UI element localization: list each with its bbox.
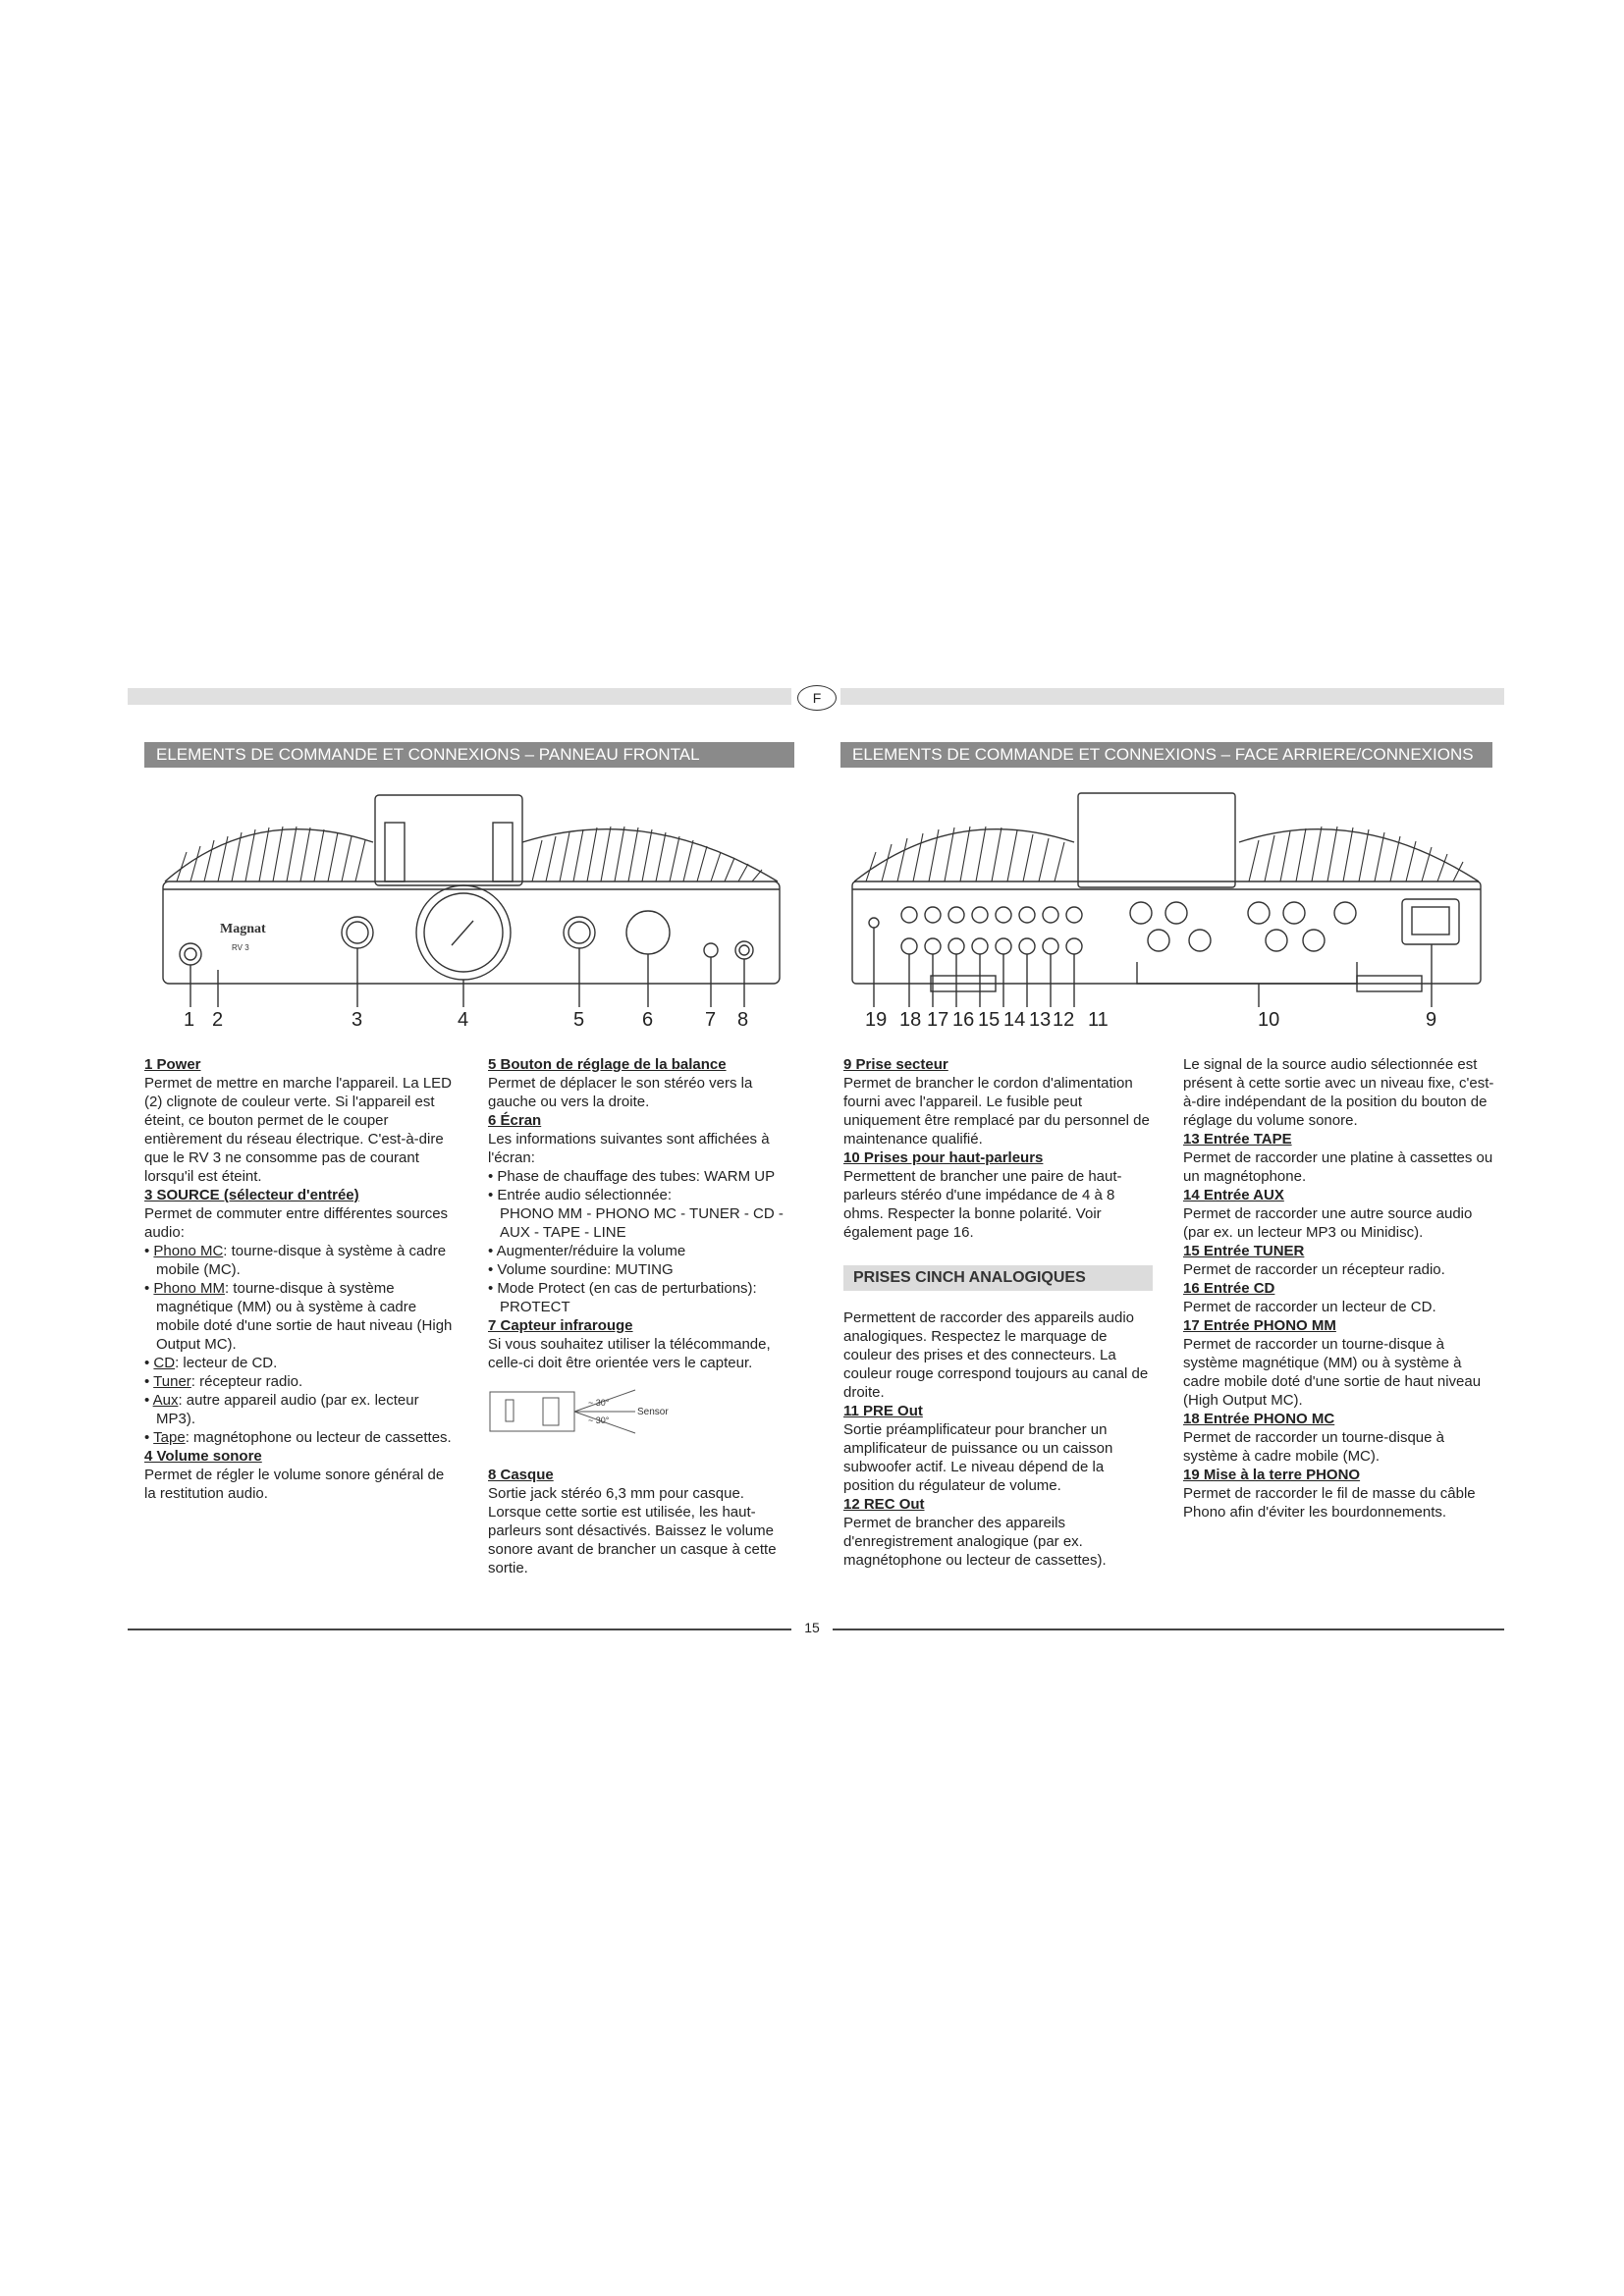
heading-tape: 13 Entrée TAPE [1183,1131,1292,1148]
front-panel-title: ELEMENTS DE COMMANDE ET CONNEXIONS – PANNEAU FRONTAL [144,742,794,768]
text-rec-cont: Le signal de la source audio sélectionnée est présent à cette sortie avec un niveau fixe, c'est-à-dire indépendant de la position du bouton de réglage du volume sonore. [1183,1056,1494,1129]
page-number: 15 [804,1620,820,1635]
ecran-list [488,1167,800,1204]
heading-phono-mm: 17 Entrée PHONO MM [1183,1317,1336,1334]
text-pre: Sortie préamplificateur pour brancher un amplificateur de puissance ou un caisson subwoofer actif. Le niveau dépend de la position du régulateur de volume. [843,1421,1113,1494]
heading-tuner: 15 Entrée TUNER [1183,1243,1305,1259]
list-item: • Aux: autre appareil audio (par ex. lecteur MP3). [144,1391,457,1428]
ecran-list-2 [488,1242,800,1316]
text-cd: Permet de raccorder un lecteur de CD. [1183,1299,1436,1315]
heading-rec: 12 REC Out [843,1496,925,1513]
text-cinch: Permettent de raccorder des appareils audio analogiques. Respectez le marquage de couleur des prises et des connecteurs. La couleur rouge correspond toujours au canal de droite. [843,1309,1149,1401]
heading-volume: 4 Volume sonore [144,1448,262,1465]
footer-rule-left [128,1629,791,1630]
heading-cd: 16 Entrée CD [1183,1280,1275,1297]
text-source: Permet de commuter entre différentes sources audio: [144,1205,449,1241]
front-panel-illustration [157,783,785,1009]
list-item: • Phono MC: tourne-disque à système à cadre mobile (MC). [144,1242,457,1279]
front-callout-1: 1 [184,1009,195,1031]
rear-callout-17: 17 [927,1009,949,1031]
header-bar-left [128,688,791,705]
column-1 [144,1055,457,1503]
list-item: • Augmenter/réduire la volume [488,1242,800,1260]
text-tape: Permet de raccorder une platine à cassettes ou un magnétophone. [1183,1149,1493,1185]
heading-power: 1 Power [144,1056,201,1073]
text-prise: Permet de brancher le cordon d'alimentation fourni avec l'appareil. Le fusible peut uniquement être remplacé par du personnel de maintenance qualifié. [843,1075,1150,1148]
text-tuner: Permet de raccorder un récepteur radio. [1183,1261,1445,1278]
rear-callout-18: 18 [899,1009,922,1031]
heading-pre: 11 PRE Out [843,1403,923,1419]
ecran-sources: PHONO MM - PHONO MC - TUNER - CD - AUX - TAPE - LINE [500,1205,784,1241]
heading-casque: 8 Casque [488,1467,554,1483]
column-4 [1183,1055,1495,1522]
list-item: • Phase de chauffage des tubes: WARM UP [488,1167,800,1186]
svg-text:~ 30°: ~ 30° [588,1398,610,1408]
text-aux: Permet de raccorder une autre source audio (par ex. un lecteur MP3 ou Minidisc). [1183,1205,1473,1241]
footer-rule-right [833,1629,1504,1630]
text-ground: Permet de raccorder le fil de masse du câble Phono afin d'éviter les bourdonnements. [1183,1485,1476,1521]
text-casque: Sortie jack stéréo 6,3 mm pour casque. Lorsque cette sortie est utilisée, les haut-parleurs sont désactivés. Baissez le volume sonore avant de brancher un casque à cette sortie. [488,1485,777,1576]
heading-phono-mc: 18 Entrée PHONO MC [1183,1411,1335,1427]
text-capteur: Si vous souhaitez utiliser la télécommande, celle-ci doit être orientée vers le capteur. [488,1336,771,1371]
front-callout-8: 8 [737,1009,749,1031]
list-item: • Volume sourdine: MUTING [488,1260,800,1279]
heading-hp: 10 Prises pour haut-parleurs [843,1149,1044,1166]
list-item: • Entrée audio sélectionnée: [488,1186,800,1204]
rear-callout-13: 13 [1029,1009,1052,1031]
list-item: • Mode Protect (en cas de perturbations): PROTECT [488,1279,800,1316]
rear-callout-14: 14 [1003,1009,1026,1031]
brand-logo: Magnat [220,922,266,936]
column-2 [488,1055,800,1577]
heading-aux: 14 Entrée AUX [1183,1187,1284,1203]
svg-text:RV 3: RV 3 [232,943,249,952]
front-callout-6: 6 [642,1009,654,1031]
list-item: • Tape: magnétophone ou lecteur de cassettes. [144,1428,457,1447]
list-item: • Phono MM: tourne-disque à système magnétique (MM) ou à système à cadre mobile doté d'une sortie de haut niveau (High Output MC). [144,1279,457,1354]
front-callout-7: 7 [705,1009,717,1031]
rear-panel-illustration [846,783,1487,1009]
rear-callout-9: 9 [1426,1009,1437,1031]
list-item: • Tuner: récepteur radio. [144,1372,457,1391]
text-phono-mm: Permet de raccorder un tourne-disque à système magnétique (MM) ou à système à cadre mobile doté d'une sortie de haut niveau (High Output MC). [1183,1336,1482,1409]
text-phono-mc: Permet de raccorder un tourne-disque à système à cadre mobile (MC). [1183,1429,1444,1465]
sensor-diagram [488,1382,800,1446]
source-list [144,1242,457,1447]
rear-callout-16: 16 [952,1009,975,1031]
heading-capteur: 7 Capteur infrarouge [488,1317,633,1334]
heading-source: 3 SOURCE (sélecteur d'entrée) [144,1187,359,1203]
text-rec: Permet de brancher des appareils d'enregistrement analogique (par ex. magnétophone ou lecteur de cassettes). [843,1515,1107,1569]
rear-callout-11: 11 [1088,1009,1109,1031]
heading-prise: 9 Prise secteur [843,1056,948,1073]
header-bar-right [840,688,1504,705]
language-badge: F [797,685,837,711]
front-callout-5: 5 [573,1009,585,1031]
heading-balance: 5 Bouton de réglage de la balance [488,1056,727,1073]
front-callout-3: 3 [352,1009,363,1031]
text-power: Permet de mettre en marche l'appareil. La LED (2) clignote de couleur verte. Si l'appareil est éteint, ce bouton permet de le couper entièrement du réseau électrique. C'est-à-dire que le RV 3 ne consomme pas de courant lorsqu'il est éteint. [144,1075,453,1185]
text-volume: Permet de régler le volume sonore général de la restitution audio. [144,1467,445,1502]
rear-callout-12: 12 [1053,1009,1075,1031]
front-callout-2: 2 [212,1009,224,1031]
rear-callout-15: 15 [978,1009,1001,1031]
rear-panel-title: ELEMENTS DE COMMANDE ET CONNEXIONS – FACE ARRIERE/CONNEXIONS [840,742,1492,768]
svg-text:~ 30°: ~ 30° [588,1415,610,1425]
rear-callout-10: 10 [1258,1009,1280,1031]
heading-ecran: 6 Écran [488,1112,542,1129]
heading-ground: 19 Mise à la terre PHONO [1183,1467,1361,1483]
text-ecran: Les informations suivantes sont affichées à l'écran: [488,1131,770,1166]
text-hp: Permettent de brancher une paire de haut-parleurs stéréo d'une impédance de 4 à 8 ohms. Respecter la bonne polarité. Voir également page 16. [843,1168,1122,1241]
rear-callout-19: 19 [865,1009,888,1031]
text-balance: Permet de déplacer le son stéréo vers la gauche ou vers la droite. [488,1075,753,1110]
front-callout-4: 4 [458,1009,469,1031]
cinch-section-title: PRISES CINCH ANALOGIQUES [843,1265,1153,1291]
list-item: • CD: lecteur de CD. [144,1354,457,1372]
svg-text:Sensor: Sensor [637,1407,669,1417]
column-3 [843,1055,1156,1570]
